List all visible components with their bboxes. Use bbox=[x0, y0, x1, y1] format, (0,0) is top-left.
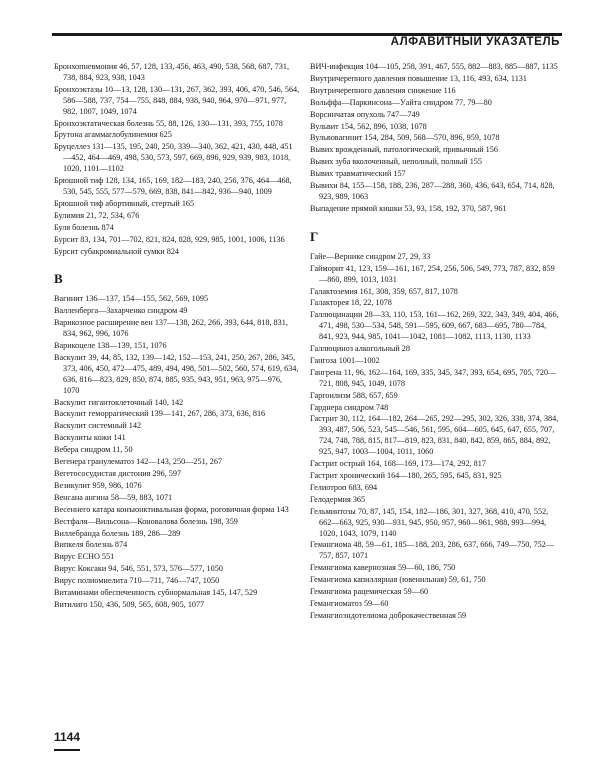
index-entry: Бронхопневмония 46, 57, 128, 133, 456, 463, 490, 538, 568, 687, 731, 738, 884, 923, 938, 1043 bbox=[54, 62, 290, 82]
index-entry: Весеннего катара конъюнктивальная форма, роговичная форма 143 bbox=[54, 504, 289, 514]
right-entries-bottom bbox=[310, 252, 562, 622]
index-entry: Гангоза 1001—1002 bbox=[310, 355, 380, 365]
left-entries-top bbox=[54, 62, 300, 257]
right-entries-top bbox=[310, 62, 562, 215]
index-entry: Гельминтозы 70, 87, 145, 154, 182—186, 301, 327, 368, 410, 470, 552, 662—663, 925, 930—931, 945, 950, 957, 960—961, 988, 993—994, 1020, 1043, 1079, 1140 bbox=[310, 506, 549, 538]
index-entry: Гарднера синдром 748 bbox=[310, 402, 389, 412]
left-column bbox=[54, 62, 300, 612]
index-entry: ВИЧ-инфекция 104—105, 258, 391, 467, 555, 882—883, 885—887, 1135 bbox=[310, 62, 558, 71]
index-entry: Гемангиома капиллярная (ювенильная) 59, 61, 750 bbox=[310, 575, 486, 585]
index-entry: Везикулит 959, 986, 1076 bbox=[54, 480, 142, 490]
index-entry: Буля болезнь 874 bbox=[54, 222, 114, 232]
index-entry: Выпадение прямой кишки 53, 93, 158, 192, 370, 587, 961 bbox=[310, 203, 507, 213]
index-entry: Гастрит 30, 112, 164—182, 264—265, 292—295, 302, 326, 338, 374, 384, 393, 487, 506, 523, 545—546, 561, 595, 604—605, 645, 647, 655, 707, 724, 748, 788, 815, 817—819, 823, 831, 840, 842, 859, 865, 884, 892, 925, 947, 1003—1004, 1011, 1060 bbox=[310, 414, 559, 457]
index-entry: Галлюцинации 28—33, 110, 153, 161—162, 269, 322, 343, 349, 404, 466, 471, 498, 530—534, 548, 591—595, 609, 667, 683—695, 780—784, 841, 923, 944, 985, 1041—1042, 1081—1082, 1113, 1130, 1133 bbox=[310, 310, 559, 342]
index-entry: Бурсит субакромиальной сумки 824 bbox=[54, 246, 180, 256]
index-entry: Булимия 21, 72, 534, 676 bbox=[54, 210, 140, 220]
index-entry: Валленберга—Захарченко синдром 49 bbox=[54, 306, 188, 316]
right-column bbox=[310, 62, 562, 623]
index-entry: Випкеля болезнь 874 bbox=[54, 540, 128, 550]
section-letter-g: Г bbox=[310, 228, 319, 244]
index-entry: Гемангиома кавернозная 59—60, 186, 750 bbox=[310, 563, 456, 573]
index-entry: Галактоземия 161, 308, 359, 657, 817, 1078 bbox=[310, 286, 458, 296]
index-entry: Бронхоэктазы 10—13, 128, 130—131, 267, 362, 393, 406, 470, 546, 564, 586—588, 737, 754—755, 848, 884, 938, 940, 964, 970—971, 977, 982, 1007, 1049, 1074 bbox=[54, 84, 300, 116]
index-entry: Васкулиты кожи 141 bbox=[54, 433, 126, 443]
index-entry: Бруцеллез 131—135, 195, 240, 250, 339—340, 362, 421, 430, 448, 451—452, 464—469, 498, 530, 573, 597, 669, 896, 929, 939, 983, 1018, 1020, 1101—1102 bbox=[54, 142, 293, 174]
left-entries-bottom bbox=[54, 294, 300, 610]
index-entry: Вывих врожденный, патологический, привычный 156 bbox=[310, 145, 498, 155]
index-entry: Внутричерепного давления повышение 13, 116, 493, 634, 1131 bbox=[310, 73, 527, 83]
running-header-title: АЛФАВИТНЫЙ УКАЗАТЕЛЬ bbox=[385, 36, 560, 48]
index-entry: Брюшной тиф 128, 134, 165, 169, 182—183, 240, 256, 376, 464—468, 530, 545, 555, 577—579, 669, 838, 841—842, 936—940, 1009 bbox=[54, 176, 292, 196]
index-entry: Вирус полиомиелита 710—711, 746—747, 1050 bbox=[54, 576, 220, 586]
index-entry: Гемангиоматоз 59—60 bbox=[310, 598, 389, 608]
index-entry: Гастрит хронический 164—180, 265, 595, 645, 831, 925 bbox=[310, 471, 502, 480]
index-entry: Вольффа—Паркинсона—Уайта синдром 77, 79—80 bbox=[310, 97, 492, 107]
index-entry: Вегетососудистая дистония 296, 597 bbox=[54, 469, 182, 478]
index-entry: Васкулит 39, 44, 85, 132, 139—142, 152—153, 241, 250, 267, 286, 345, 373, 406, 450, 472—475, 489, 494, 498, 501—502, 560, 574, 619, 634, 636, 816—823, 829, 850, 874, 885, 935, 943, 951, 963, 975—976, 1070 bbox=[54, 352, 299, 395]
page-number: 1144 bbox=[54, 730, 81, 744]
index-entry: Брюшной тиф абортивный, стертый 165 bbox=[54, 198, 195, 208]
index-entry: Гемангиоэндотелиома доброкачественная 59 bbox=[310, 610, 467, 620]
index-entry: Вегенера гранулематоз 142—143, 250—251, 267 bbox=[54, 457, 223, 467]
index-entry: Гангрена 11, 96, 162—164, 169, 335, 345, 347, 393, 654, 695, 705, 720—721, 808, 945, 1049, 1078 bbox=[310, 367, 557, 388]
index-entry: Гелодермия 365 bbox=[310, 494, 366, 504]
index-entry: Вывих травматический 157 bbox=[310, 169, 406, 179]
index-entry: Варикозное расширение вен 137—138, 262, 266, 393, 644, 818, 831, 834, 962, 996, 1076 bbox=[54, 318, 288, 339]
index-entry: Вирус Коксаки 94, 546, 551, 573, 576—577, 1050 bbox=[54, 564, 223, 574]
index-entry: Галакторея 18, 22, 1078 bbox=[310, 298, 392, 308]
index-entry: Варикоцеле 138—139, 151, 1076 bbox=[54, 341, 167, 351]
index-entry: Вебера синдром 11, 50 bbox=[54, 445, 133, 455]
index-entry: Гайе—Вернике синдром 27, 29, 33 bbox=[310, 251, 431, 261]
index-entry: Вульвит 154, 562, 896, 1038, 1078 bbox=[310, 121, 427, 131]
index-entry: Виллебранда болезнь 189, 286—289 bbox=[54, 528, 181, 538]
index-entry: Вульвовагинит 154, 284, 509, 568—570, 896, 959, 1078 bbox=[310, 133, 500, 143]
index-entry: Ворсинчатая опухоль 747—749 bbox=[310, 109, 420, 119]
index-entry: Гелиотроп 683, 694 bbox=[310, 482, 378, 492]
index-entry: Гастрит острый 164, 168—169, 173—174, 292, 817 bbox=[310, 459, 486, 469]
index-entry: Внутричерепного давления снижение 116 bbox=[310, 85, 456, 95]
index-entry: Витаминами обеспеченность субнормальная 145, 147, 529 bbox=[54, 588, 258, 598]
index-entry: Вестфаля—Вильсона—Коновалова болезнь 198, 359 bbox=[54, 516, 238, 526]
section-letter-v: В bbox=[54, 271, 63, 287]
index-entry: Вагинит 136—137, 154—155, 562, 569, 1095 bbox=[54, 294, 209, 304]
index-entry: Гемангиома 48, 59—61, 185—188, 203, 286, 637, 666, 749—750, 752—757, 857, 1071 bbox=[310, 540, 554, 561]
page-number-rule bbox=[54, 749, 80, 751]
index-entry: Брутона агаммаглобулинемия 625 bbox=[54, 130, 172, 140]
index-entry: Васкулит геморрагический 139—141, 267, 286, 373, 636, 816 bbox=[54, 409, 266, 419]
index-entry: Вывихи 84, 155—158, 188, 236, 287—288, 360, 436, 643, 654, 714, 828, 923, 989, 1063 bbox=[310, 181, 555, 201]
index-entry: Гаргоилизм 588, 657, 659 bbox=[310, 390, 398, 400]
index-entry: Васкулит системный 142 bbox=[54, 421, 142, 431]
index-entry: Васкулит гигантоклеточный 140, 142 bbox=[54, 397, 184, 407]
index-entry: Венсана ангина 58—59, 883, 1071 bbox=[54, 492, 173, 502]
index-entry: Вирус ECHO 551 bbox=[54, 552, 115, 562]
index-entry: Бронхоэктатическая болезнь 55, 88, 126, 130—131, 393, 755, 1078 bbox=[54, 118, 283, 128]
index-entry: Витилиго 150, 436, 509, 565, 608, 905, 1077 bbox=[54, 599, 205, 609]
index-entry: Гайморит 41, 123, 159—161, 167, 254, 256, 506, 549, 773, 787, 832, 859—860, 899, 1013, 1031 bbox=[310, 263, 555, 284]
index-entry: Вывих зуба вколоченный, неполный, полный 155 bbox=[310, 157, 482, 167]
index-entry: Бурсит 83, 134, 701—702, 821, 824, 828, 929, 985, 1001, 1006, 1136 bbox=[54, 234, 285, 244]
index-entry: Гемангиома рацемическая 59—60 bbox=[310, 587, 429, 597]
index-entry: Галлюциноз алкогольный 28 bbox=[310, 344, 410, 354]
